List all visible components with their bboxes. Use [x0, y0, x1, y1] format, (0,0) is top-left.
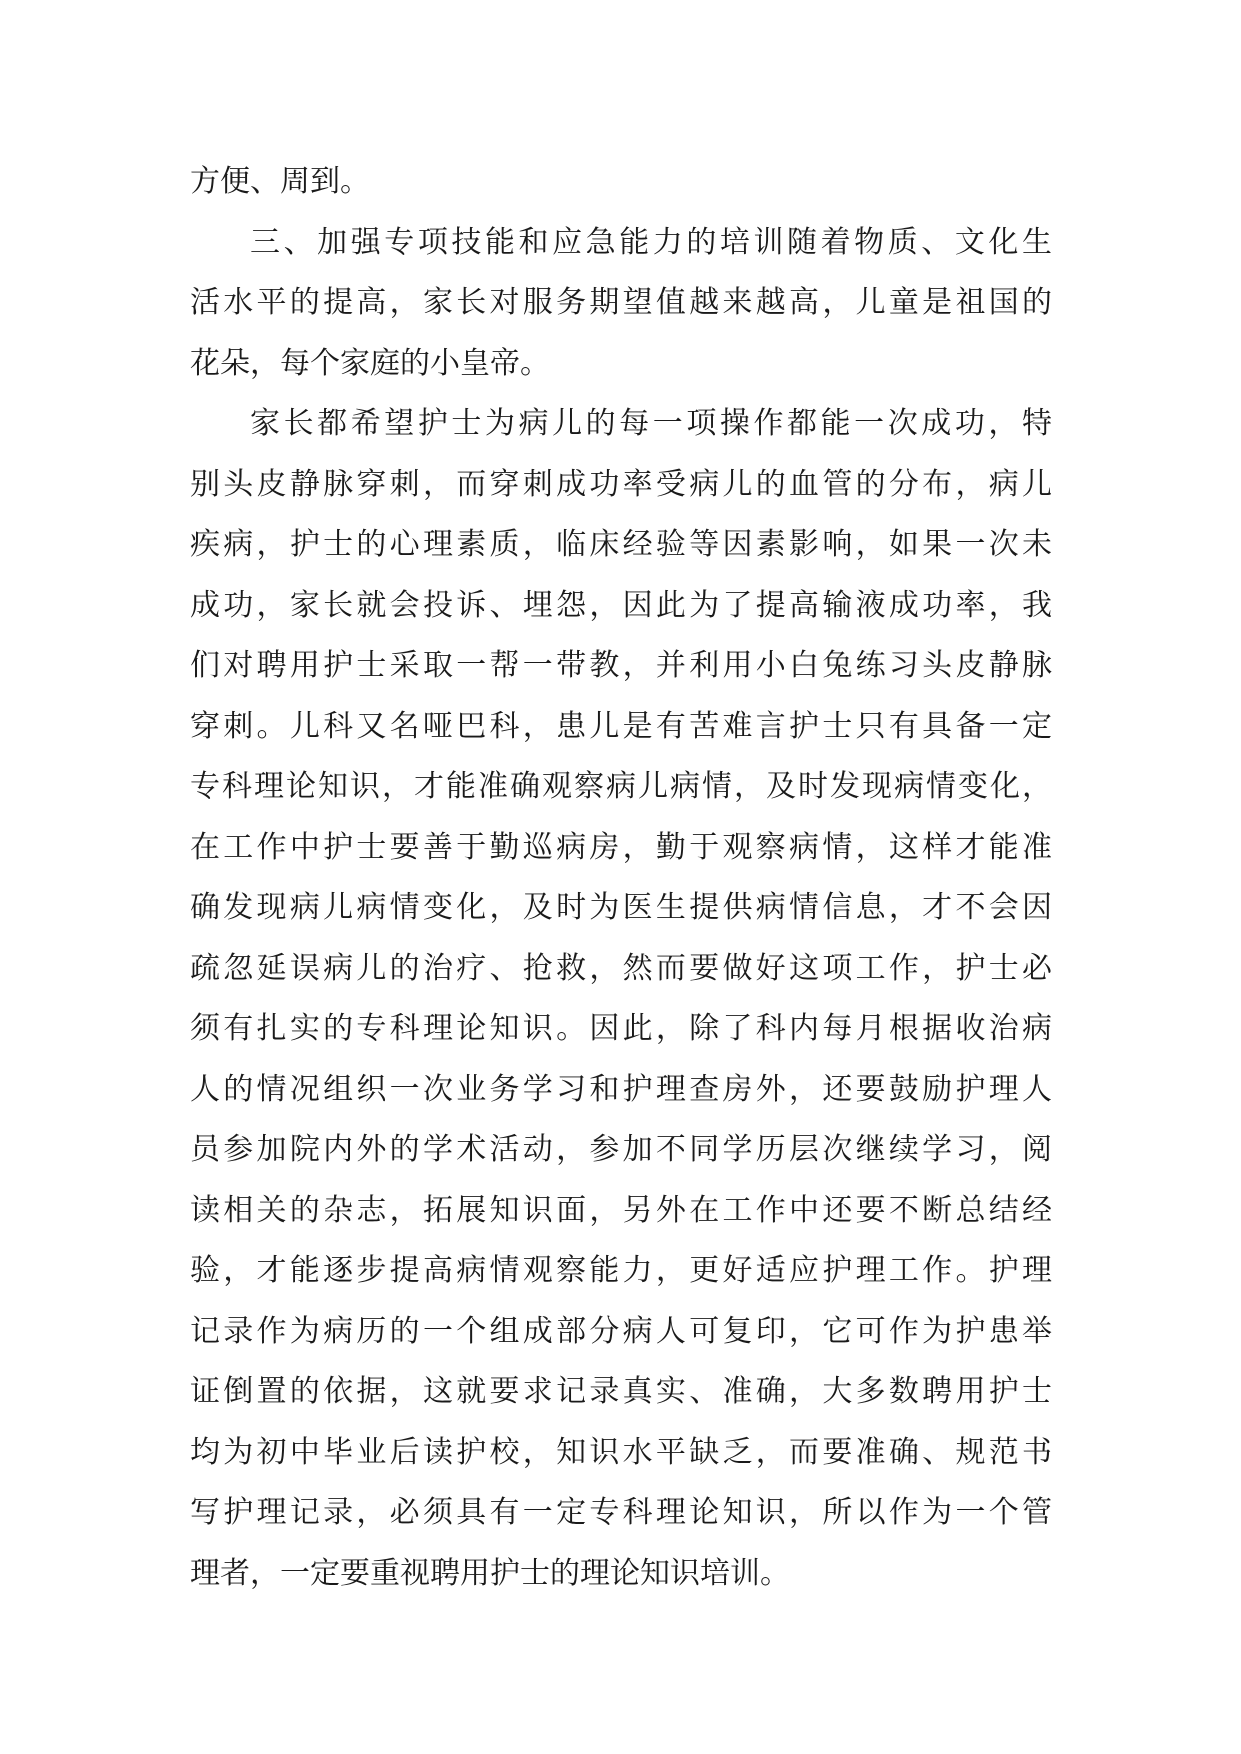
text-line: 人的情况组织一次业务学习和护理查房外，还要鼓励护理人 [190, 1071, 1052, 1107]
text-line: 理者，一定要重视聘用护士的理论知识培训。 [190, 1555, 790, 1591]
text-line: 活水平的提高，家长对服务期望值越来越高，儿童是祖国的 [190, 285, 1052, 320]
text-line: 花朵，每个家庭的小皇帝。 [190, 345, 550, 381]
text-line: 专科理论知识，才能准确观察病儿病情，及时发现病情变化， [190, 769, 1052, 804]
paragraph-first-line: 家长都希望护士为病儿的每一项操作都能一次成功，特 [250, 406, 1052, 441]
body-text [190, 152, 1052, 1604]
text-line: 记录作为病历的一个组成部分病人可复印，它可作为护患举 [190, 1313, 1052, 1349]
text-line: 写护理记录，必须具有一定专科理论知识，所以作为一个管 [190, 1495, 1052, 1530]
paragraph-first-line: 三、加强专项技能和应急能力的培训随着物质、文化生 [250, 224, 1052, 260]
text-line: 证倒置的依据，这就要求记录真实、准确，大多数聘用护士 [190, 1374, 1052, 1409]
text-line: 均为初中毕业后读护校，知识水平缺乏，而要准确、规范书 [190, 1434, 1052, 1470]
text-line: 须有扎实的专科理论知识。因此，除了科内每月根据收治病 [190, 1011, 1052, 1046]
text-line: 验，才能逐步提高病情观察能力，更好适应护理工作。护理 [190, 1253, 1052, 1288]
text-line: 别头皮静脉穿刺，而穿刺成功率受病儿的血管的分布，病儿 [190, 466, 1052, 502]
text-line: 员参加院内外的学术活动，参加不同学历层次继续学习，阅 [190, 1132, 1052, 1167]
text-line: 疾病，护士的心理素质，临床经验等因素影响，如果一次未 [190, 527, 1052, 562]
text-line: 成功，家长就会投诉、埋怨，因此为了提高输液成功率，我 [190, 587, 1052, 623]
text-line: 疏忽延误病儿的治疗、抢救，然而要做好这项工作，护士必 [190, 950, 1052, 986]
text-line: 确发现病儿病情变化，及时为医生提供病情信息，才不会因 [190, 890, 1052, 925]
text-line: 在工作中护士要善于勤巡病房，勤于观察病情，这样才能准 [190, 829, 1052, 865]
text-line: 们对聘用护士采取一帮一带教，并利用小白兔练习头皮静脉 [190, 648, 1052, 683]
text-line: 读相关的杂志，拓展知识面，另外在工作中还要不断总结经 [190, 1192, 1052, 1228]
text-line: 方便、周到。 [190, 164, 370, 199]
text-line: 穿刺。儿科又名哑巴科，患儿是有苦难言护士只有具备一定 [190, 708, 1052, 744]
